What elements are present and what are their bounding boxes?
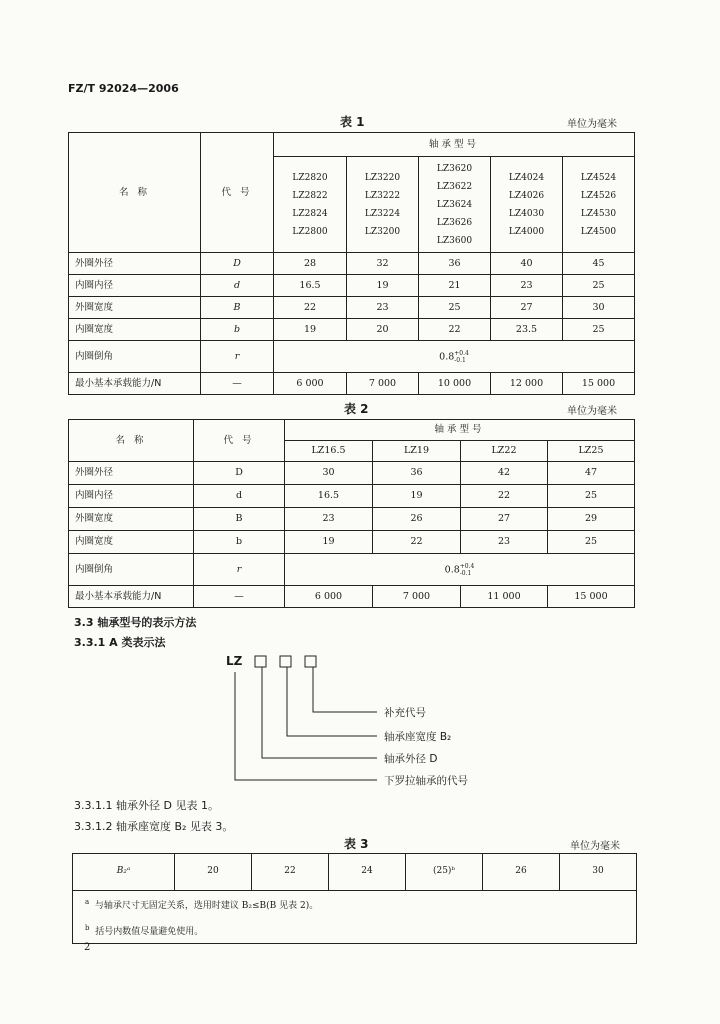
table-row: 外圈外径 D 30 36 42 47 <box>69 462 635 485</box>
standard-code: FZ/T 92024—2006 <box>68 82 179 95</box>
table3-caption: 表 3 <box>344 837 369 851</box>
table-row: 外圈外径 D 28 32 36 40 45 <box>69 253 635 275</box>
table-row: 内圈倒角 r 0.8 +0.4 -0.1 <box>69 341 635 373</box>
table2 <box>68 419 635 608</box>
table-row: B₂ᵃ 20 22 24 (25)ᵇ 26 30 <box>73 854 637 891</box>
leader-width <box>287 667 377 736</box>
table-row: 外圈宽度 B 23 26 27 29 <box>69 508 635 531</box>
t2-group-header: 轴承型号 <box>285 420 635 441</box>
table2-unit: 单位为毫米 <box>567 406 617 417</box>
table-row: 最小基本承载能力/N — 6 000 7 000 11 000 15 000 <box>69 586 635 608</box>
leader-supp <box>313 667 377 712</box>
page-number: 2 <box>84 942 91 953</box>
code-box-1 <box>255 656 266 667</box>
designation-diagram <box>225 650 395 790</box>
t2-model: LZ22 <box>461 441 548 462</box>
t2-col-name: 名 称 <box>69 420 194 462</box>
table2-caption: 表 2 <box>344 402 369 416</box>
section-3-3-heading: 3.3 轴承型号的表示方法 <box>74 616 197 629</box>
t1-group-header: 轴承型号 <box>274 133 635 157</box>
table1-unit: 单位为毫米 <box>567 119 617 130</box>
diagram-label-width: 轴承座宽度 B₂ <box>384 731 452 743</box>
t1-col-code: 代 号 <box>201 133 274 253</box>
t2-model: LZ16.5 <box>285 441 373 462</box>
t1-models-col: LZ3220 LZ3222 LZ3224 LZ3200 <box>347 157 419 253</box>
table-row: 内圈内径 d 16.5 19 21 23 25 <box>69 275 635 297</box>
diagram-label-supp: 补充代号 <box>384 707 426 719</box>
leader-code <box>235 672 377 780</box>
table-row: 最小基本承载能力/N — 6 000 7 000 10 000 12 000 15 000 <box>69 373 635 395</box>
t1-col-name: 名 称 <box>69 133 201 253</box>
t2-model: LZ19 <box>373 441 461 462</box>
diagram-label-code: 下罗拉轴承的代号 <box>384 775 468 787</box>
table1-caption: 表 1 <box>340 115 365 129</box>
t1-models-col: LZ4024 LZ4026 LZ4030 LZ4000 <box>491 157 563 253</box>
t2-col-code: 代 号 <box>194 420 285 462</box>
table-row: 内圈内径 d 16.5 19 22 25 <box>69 485 635 508</box>
t2-model: LZ25 <box>548 441 635 462</box>
table-row: 内圈宽度 b 19 20 22 23.5 25 <box>69 319 635 341</box>
t1-models-col: LZ3620 LZ3622 LZ3624 LZ3626 LZ3600 <box>419 157 491 253</box>
diagram-prefix: LZ <box>226 654 243 668</box>
t1-models-col: LZ4524 LZ4526 LZ4530 LZ4500 <box>563 157 635 253</box>
para-3-3-1-1: 3.3.1.1 轴承外径 D 见表 1。 <box>74 799 219 812</box>
table-row: 内圈倒角 r 0.8 +0.4 -0.1 <box>69 554 635 586</box>
table3-notes: $^a$ 与轴承尺寸无固定关系，选用时建议 B₂≤B(B 见表 2)。 $^b$ 括号内数值尽量避免使用。 <box>73 891 637 944</box>
table3 <box>72 853 637 944</box>
section-3-3-1-heading: 3.3.1 A 类表示法 <box>74 636 166 649</box>
diagram-label-od: 轴承外径 D <box>384 753 438 765</box>
code-box-3 <box>305 656 316 667</box>
t1-models-col: LZ2820 LZ2822 LZ2824 LZ2800 <box>274 157 347 253</box>
table3-unit: 单位为毫米 <box>570 841 620 852</box>
t1-chamfer-value: 0.8 +0.4 -0.1 <box>274 341 635 373</box>
table1 <box>68 132 635 395</box>
t2-chamfer-value: 0.8 +0.4 -0.1 <box>285 554 635 586</box>
code-box-2 <box>280 656 291 667</box>
table-row: 外圈宽度 B 22 23 25 27 30 <box>69 297 635 319</box>
table-row: 内圈宽度 b 19 22 23 25 <box>69 531 635 554</box>
para-3-3-1-2: 3.3.1.2 轴承座宽度 B₂ 见表 3。 <box>74 820 234 833</box>
